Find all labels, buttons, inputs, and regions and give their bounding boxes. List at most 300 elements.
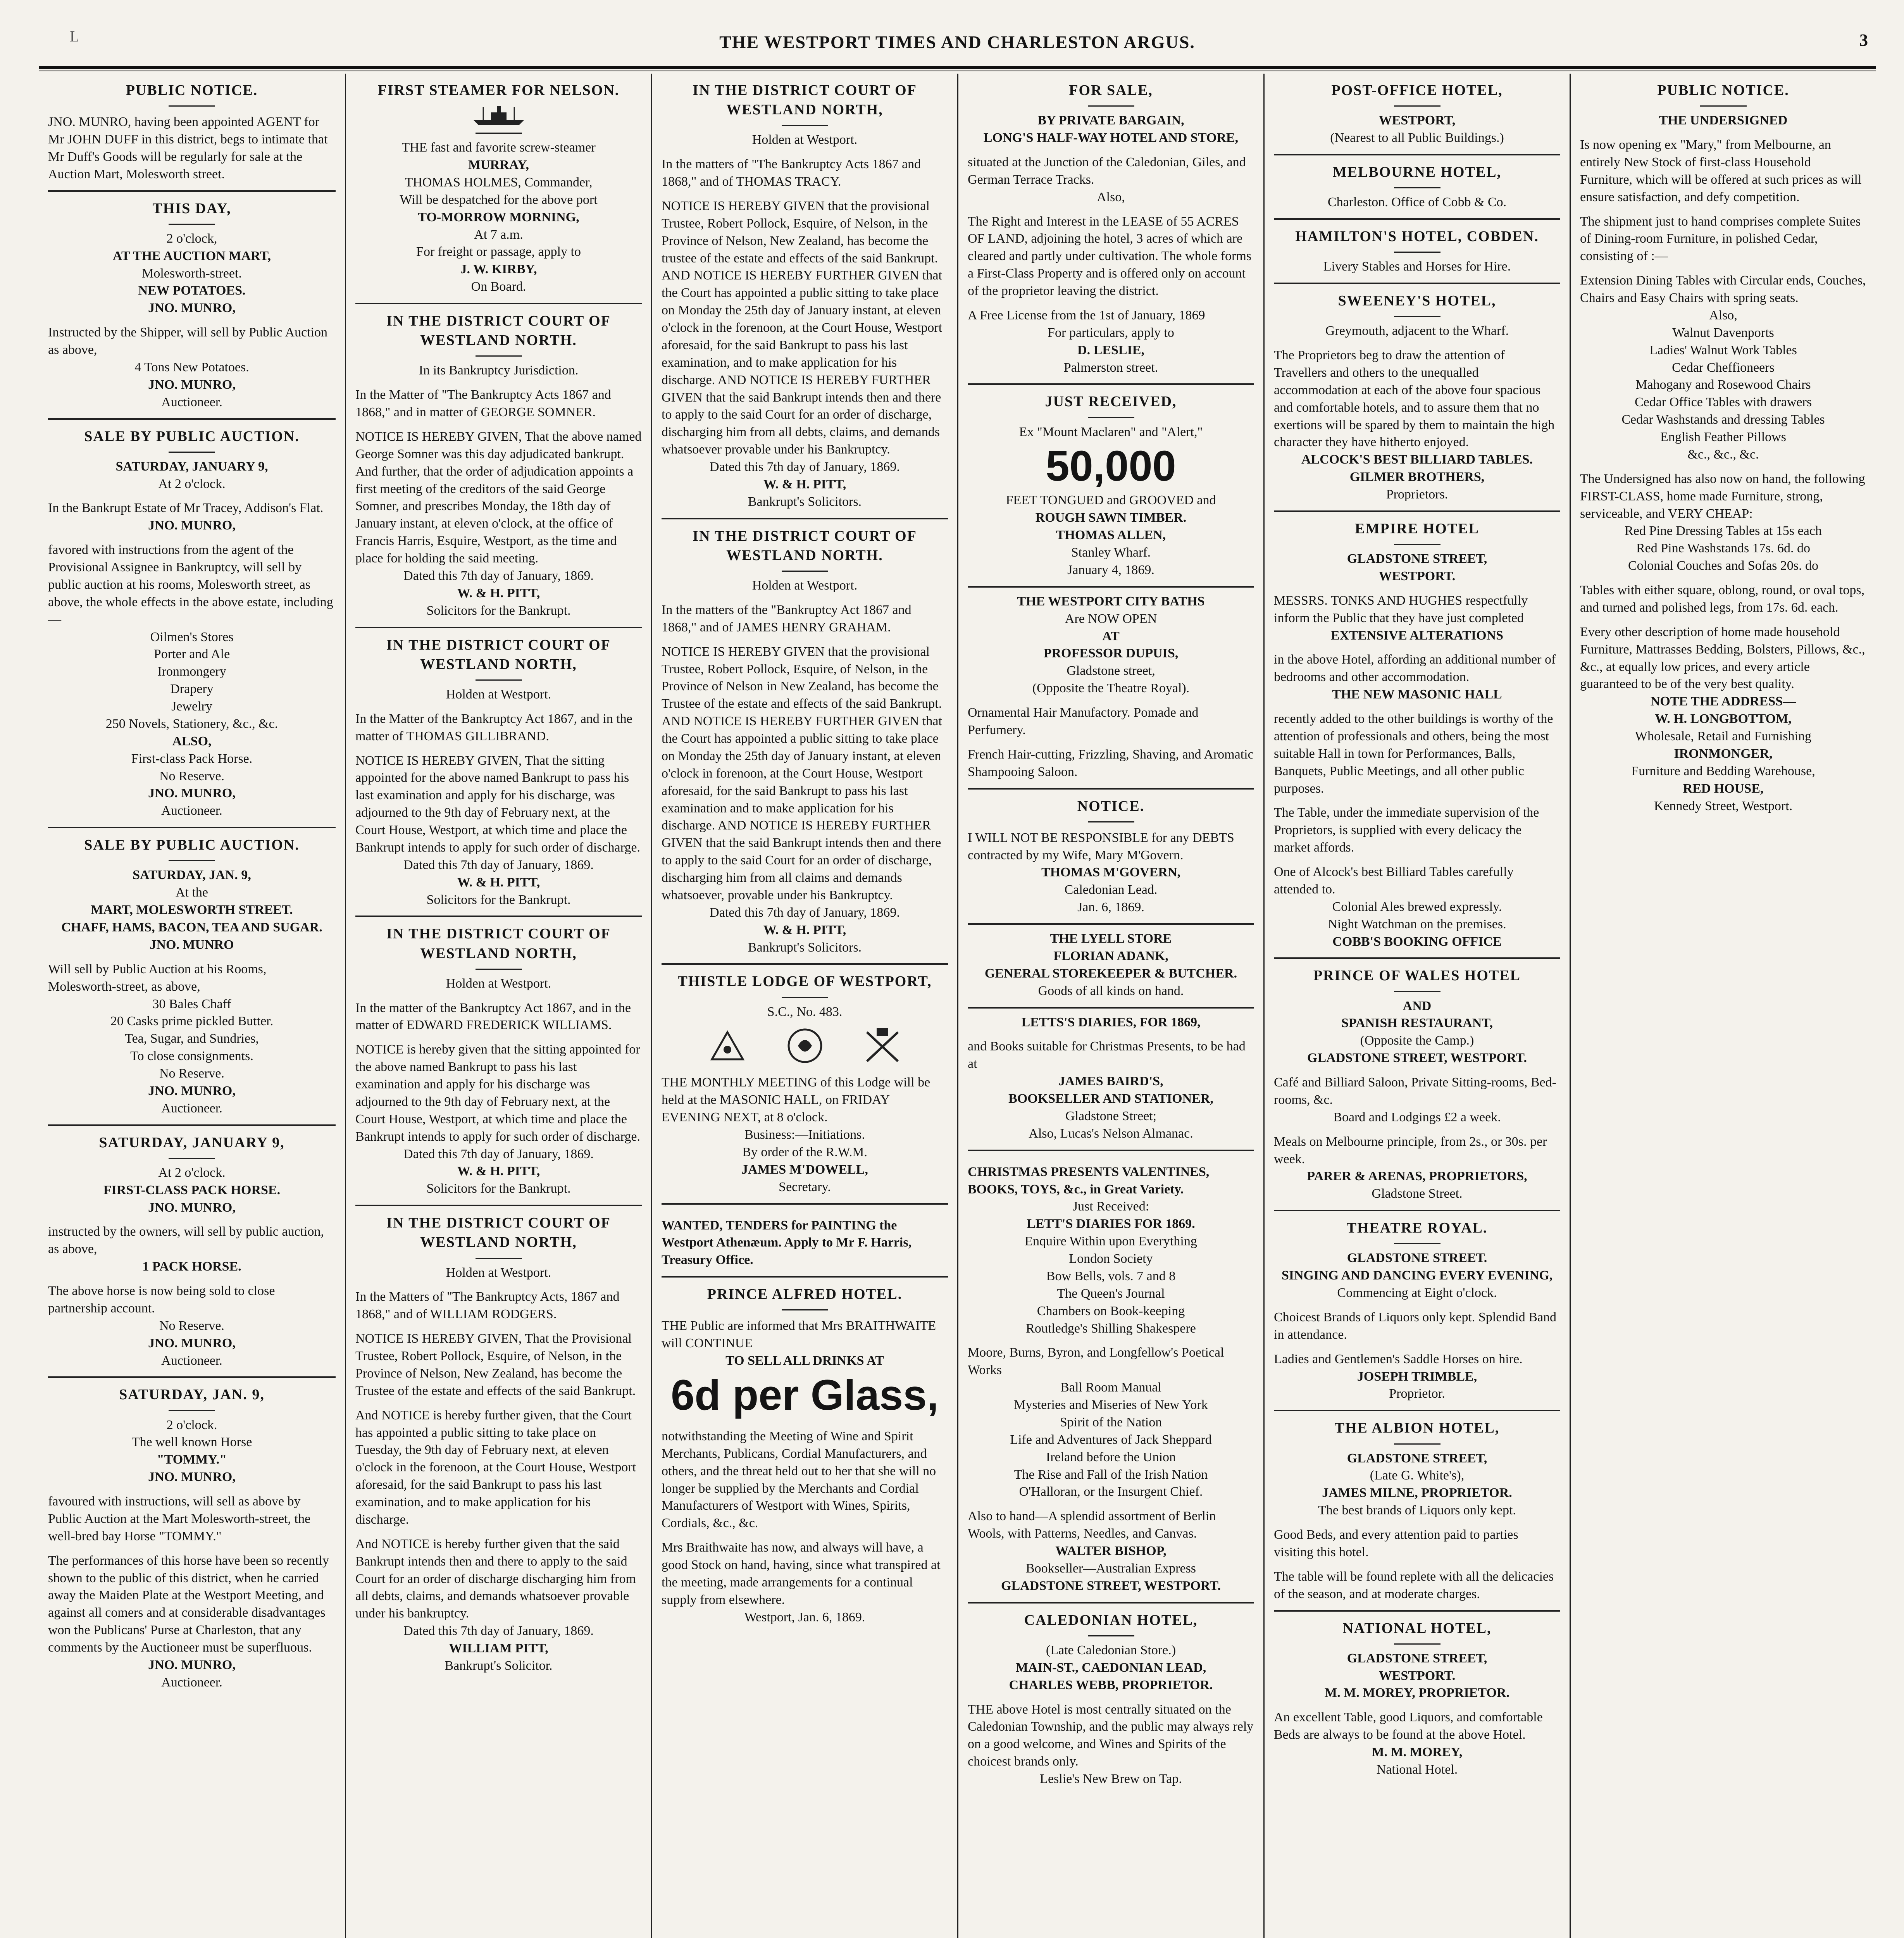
advertisement-line: Goods of all kinds on hand. — [1038, 983, 1184, 998]
advertisement-line: 2 o'clock, — [166, 231, 217, 246]
advertisement-line: At 7 a.m. — [474, 227, 523, 242]
advertisement-line: 30 Bales Chaff — [152, 997, 231, 1011]
advertisement — [355, 304, 642, 628]
advertisement-line: (Late G. White's), — [1370, 1468, 1465, 1483]
advertisement-line: IRONMONGER, — [1674, 746, 1773, 761]
advertisement-line: Mrs Braithwaite has now, and always will have, a good Stock on hand, having, since what transpired at the meeting, made arrangements for a continual supply from elsewhere. — [662, 1540, 941, 1607]
advertisement-line: MAIN-ST., CAEDONIAN LEAD, — [1015, 1660, 1206, 1675]
advertisement-line: French Hair-cutting, Frizzling, Shaving, and Aromatic Shampooing Saloon. — [968, 747, 1254, 779]
advertisement-line: Cedar Office Tables with drawers — [1634, 395, 1812, 410]
advertisement-line: 50,000 — [1046, 442, 1176, 490]
advertisement-line: In the Matters of "The Bankruptcy Acts, 1867 and 1868," and of WILLIAM RODGERS. — [355, 1290, 620, 1322]
advertisement-heading: IN THE DISTRICT COURT OF WESTLAND NORTH. — [693, 528, 917, 564]
advertisement-line: ALSO, — [172, 734, 212, 748]
advertisement-line: For particulars, apply to — [1048, 325, 1174, 340]
advertisement-line: THOMAS ALLEN, — [1056, 528, 1166, 543]
advertisement-line: J. W. KIRBY, — [460, 262, 537, 277]
advertisement-line: JAMES M'DOWELL, — [741, 1162, 868, 1177]
advertisement-line: FLORIAN ADANK, — [1053, 948, 1168, 963]
advertisement-line: TO-MORROW MORNING, — [418, 210, 579, 224]
advertisement-line: Proprietor. — [1389, 1386, 1445, 1401]
advertisement-line: WESTPORT. — [1378, 1668, 1456, 1683]
advertisement — [48, 192, 336, 420]
advertisement-line: Drapery — [170, 682, 214, 697]
heading-rule — [169, 860, 215, 861]
heading-rule — [1394, 187, 1440, 188]
advertisement-heading: IN THE DISTRICT COURT OF WESTLAND NORTH, — [386, 1215, 611, 1251]
advertisement-line: NEW POTATOES. — [138, 283, 246, 298]
advertisement-line: W. & H. PITT, — [763, 477, 846, 491]
advertisement-line: In the Bankrupt Estate of Mr Tracey, Addison's Flat. — [48, 501, 324, 516]
heading-rule — [1088, 821, 1134, 822]
advertisement-line: recently added to the other buildings is worthy of the attention of professionals and others, being the most suitable Hall in town for Performances, Balls, Banquets, Public Meetings, and all other public purposes. — [1274, 712, 1553, 796]
advertisement-line: Tables with either square, oblong, round, or oval tops, and turned and polished legs, from 17s. 6d. each. — [1580, 583, 1865, 615]
advertisement-line: Oilmen's Stores — [150, 629, 234, 644]
advertisement-line: S.C., No. 483. — [767, 1004, 843, 1019]
advertisement — [1274, 1612, 1560, 1786]
advertisement-line: W. & H. PITT, — [457, 875, 540, 890]
advertisement — [968, 790, 1254, 925]
advertisement-line: JAMES MILNE, PROPRIETOR. — [1322, 1486, 1512, 1500]
advertisement-line: Ex "Mount Maclaren" and "Alert," — [1019, 424, 1203, 439]
advertisement-heading: IN THE DISTRICT COURT OF WESTLAND NORTH, — [386, 636, 611, 672]
advertisement-line: Westport, Jan. 6, 1869. — [744, 1610, 865, 1624]
advertisement-line: By order of the R.W.M. — [742, 1145, 867, 1159]
advertisement-line: Walnut Davenports — [1672, 325, 1774, 340]
advertisement-line: NOTICE IS HEREBY GIVEN, That the above named George Somner was this day adjudicated bankrupt. And further, that the order of adjudication appoints a first meeting of the creditors of the said George Somner, and prescribes Monday, the 18th day of January instant, at eleven o'clock, at the office of Francis Harris, Esquire, Westport, as the time and place for holding the said meeting. — [355, 429, 642, 566]
heading-rule — [1394, 316, 1440, 317]
advertisement-line: Tea, Sugar, and Sundries, — [125, 1031, 259, 1046]
advertisement-heading: IN THE DISTRICT COURT OF WESTLAND NORTH, — [386, 926, 611, 962]
advertisement-line: No Reserve. — [159, 1066, 225, 1081]
advertisement-line: Furniture and Bedding Warehouse, — [1631, 764, 1815, 778]
advertisement-line: No Reserve. — [159, 1318, 225, 1333]
advertisement-line: W. H. LONGBOTTOM, — [1655, 712, 1792, 726]
advertisement — [355, 74, 642, 304]
advertisement-line: W. & H. PITT, — [457, 586, 540, 600]
advertisement-line: In the matters of the "Bankruptcy Act 1867 and 1868," and of JAMES HENRY GRAHAM. — [662, 602, 912, 635]
advertisement-line: situated at the Junction of the Caledonian, Giles, and German Terrace Tracks. — [968, 155, 1246, 187]
heading-rule — [169, 105, 215, 107]
advertisement-line: Dated this 7th day of January, 1869. — [403, 568, 594, 583]
advertisement-line: M. M. MOREY, PROPRIETOR. — [1325, 1686, 1509, 1700]
advertisement — [48, 74, 336, 192]
heading-rule — [169, 224, 215, 225]
advertisement-line: National Hotel. — [1376, 1762, 1458, 1777]
advertisement-line: Charleston. Office of Cobb & Co. — [1327, 195, 1507, 210]
advertisement-line: Will be despatched for the above port — [400, 192, 598, 207]
advertisement-columns — [39, 74, 1876, 1938]
advertisement-heading: HAMILTON'S HOTEL, COBDEN. — [1295, 228, 1539, 245]
advertisement-line: Mahogany and Rosewood Chairs — [1635, 378, 1811, 392]
advertisement-line: THOMAS M'GOVERN, — [1041, 865, 1180, 880]
advertisement-line: The Undersigned has also now on hand, the following FIRST-CLASS, home made Furniture, strong, serviceable, and VERY CHEAP: — [1580, 471, 1865, 521]
advertisement-line: JNO. MUNRO, — [148, 786, 236, 801]
advertisement-line: I WILL NOT BE RESPONSIBLE for any DEBTS contracted by my Wife, Mary M'Govern. — [968, 830, 1234, 862]
advertisement — [355, 1206, 642, 1682]
heading-rule — [782, 1309, 828, 1310]
advertisement-line: JNO. MUNRO — [150, 937, 234, 952]
advertisement-line: WANTED, TENDERS for PAINTING the Westport Athenæum. Apply to Mr F. Harris, Treasury Office. — [662, 1218, 912, 1267]
advertisement-heading: CALEDONIAN HOTEL, — [1024, 1612, 1198, 1628]
advertisement-line: WALTER BISHOP, — [1055, 1544, 1167, 1559]
advertisement-heading: IN THE DISTRICT COURT OF WESTLAND NORTH, — [693, 82, 917, 118]
advertisement-line: LETTS'S DIARIES, FOR 1869, — [1021, 1015, 1201, 1029]
advertisement-line: SATURDAY, JAN. 9, — [133, 868, 251, 883]
advertisement-line: JNO. MUNRO, — [148, 518, 236, 533]
advertisement-line: Leslie's New Brew on Tap. — [1040, 1772, 1182, 1786]
advertisement-line: BOOKSELLER AND STATIONER, — [1008, 1091, 1213, 1106]
advertisement-line: Also, — [1097, 190, 1125, 204]
advertisement-line: 1 PACK HORSE. — [142, 1259, 241, 1274]
advertisement-line: GLADSTONE STREET, — [1347, 552, 1487, 566]
advertisement-line: Kennedy Street, Westport. — [1654, 798, 1793, 813]
heading-rule — [1394, 991, 1440, 992]
advertisement-line: No Reserve. — [159, 769, 225, 783]
advertisement-line: in the above Hotel, affording an additional number of bedrooms and other accommodation. — [1274, 652, 1556, 685]
advertisement — [1274, 155, 1560, 220]
advertisement-line: JAMES BAIRD'S, — [1058, 1074, 1163, 1089]
advertisement-line: Holden at Westport. — [446, 1265, 551, 1280]
advertisement-line: Dated this 7th day of January, 1869. — [710, 905, 900, 920]
advertisement-heading: THEATRE ROYAL. — [1346, 1220, 1488, 1236]
advertisement-line: At 2 o'clock. — [158, 1165, 226, 1180]
advertisement-line: GLADSTONE STREET. — [1347, 1251, 1487, 1266]
advertisement-line: The well known Horse — [131, 1435, 252, 1450]
advertisement-line: A Free License from the 1st of January, 1869 — [968, 308, 1205, 322]
advertisement — [662, 74, 948, 519]
advertisement-line: THE LYELL STORE — [1050, 931, 1172, 946]
advertisement-line: Auctioneer. — [161, 395, 222, 409]
advertisement — [1274, 74, 1560, 155]
heading-rule — [1088, 105, 1134, 107]
masonic-emblem-icon — [696, 1024, 913, 1067]
advertisement-line: The best brands of Liquors only kept. — [1318, 1503, 1516, 1518]
advertisement-line: (Late Caledonian Store.) — [1046, 1643, 1176, 1657]
advertisement-line: AND — [1403, 998, 1432, 1013]
advertisement-line: Caledonian Lead. — [1064, 883, 1158, 897]
advertisement-line: SINGING AND DANCING EVERY EVENING, — [1281, 1268, 1553, 1283]
advertisement-line: THE above Hotel is most centrally situated on the Caledonian Township, and the public may always rely on a good welcome, and Wines and Spirits of the choicest brands only. — [968, 1702, 1254, 1769]
advertisement-line: Holden at Westport. — [752, 578, 858, 593]
heading-rule — [1394, 1243, 1440, 1244]
masthead-rule — [39, 66, 1876, 71]
masthead — [39, 27, 1876, 58]
advertisement-line: English Feather Pillows — [1660, 430, 1786, 445]
advertisement-line: Auctioneer. — [161, 1353, 222, 1368]
advertisement-line: Dated this 7th day of January, 1869. — [403, 1147, 594, 1161]
advertisement-line: (Nearest to all Public Buildings.) — [1330, 131, 1504, 145]
advertisement-line: The Rise and Fall of the Irish Nation — [1014, 1467, 1208, 1482]
advertisement-heading: PRINCE OF WALES HOTEL — [1313, 967, 1521, 984]
advertisement-line: Holden at Westport. — [752, 133, 858, 147]
advertisement-line: "TOMMY." — [157, 1452, 227, 1467]
advertisement-line: Also to hand—A splendid assortment of Berlin Wools, with Patterns, Needles, and Canvas. — [968, 1509, 1216, 1541]
advertisement-heading: FIRST STEAMER FOR NELSON. — [377, 82, 620, 98]
advertisement-line: In the matters of "The Bankruptcy Acts 1867 and 1868," and of THOMAS TRACY. — [662, 157, 921, 189]
column-2 — [345, 74, 651, 1938]
advertisement-line: 2 o'clock. — [166, 1417, 217, 1432]
advertisement-line: Enquire Within upon Everything — [1025, 1234, 1197, 1249]
advertisement-line: Cedar Washstands and dressing Tables — [1621, 412, 1825, 427]
advertisement-line: Proprietors. — [1386, 487, 1448, 502]
advertisement-heading: PUBLIC NOTICE. — [126, 82, 258, 98]
advertisement-line: Stanley Wharf. — [1071, 545, 1151, 560]
advertisement-heading: JUST RECEIVED, — [1045, 393, 1177, 410]
advertisement-line: January 4, 1869. — [1067, 562, 1154, 577]
column-3 — [651, 74, 957, 1938]
heading-rule — [169, 1410, 215, 1411]
advertisement-line: Are NOW OPEN — [1065, 611, 1157, 626]
advertisement-line: Ironmongery — [157, 664, 226, 679]
advertisement-line: Bankrupt's Solicitor. — [445, 1658, 553, 1673]
advertisement-heading: IN THE DISTRICT COURT OF WESTLAND NORTH. — [386, 313, 611, 349]
advertisement-line: At the — [175, 885, 208, 900]
advertisement-line: 4 Tons New Potatoes. — [134, 360, 249, 374]
advertisement — [662, 965, 948, 1204]
advertisement-line: Business:—Initiations. — [744, 1128, 865, 1142]
heading-rule — [782, 997, 828, 998]
advertisement-line: O'Halloran, or the Insurgent Chief. — [1019, 1485, 1203, 1499]
page-mark: L — [70, 28, 79, 45]
advertisement-line: In the Matter of the Bankruptcy Act 1867, and in the matter of THOMAS GILLIBRAND. — [355, 711, 632, 743]
advertisement-line: Dated this 7th day of January, 1869. — [403, 1624, 594, 1638]
advertisement-line: London Society — [1069, 1252, 1153, 1266]
advertisement-line: ROUGH SAWN TIMBER. — [1035, 510, 1187, 525]
advertisement-line: THE NEW MASONIC HALL — [1332, 687, 1502, 702]
advertisement-line: AT — [1102, 629, 1120, 643]
advertisement-line: GLADSTONE STREET, WESTPORT. — [1307, 1051, 1527, 1066]
heading-rule — [1394, 1443, 1440, 1445]
heading-rule — [476, 1258, 522, 1259]
advertisement-line: LONG'S HALF-WAY HOTEL AND STORE, — [983, 131, 1239, 145]
advertisement-heading: SWEENEY'S HOTEL, — [1338, 292, 1496, 309]
advertisement-heading: SALE BY PUBLIC AUCTION. — [84, 837, 300, 853]
advertisement-line: favored with instructions from the agent of the Provisional Assignee in Bankruptcy, will sell by public auction at his rooms, Molesworth street, as above, the whole effects in the above estate, including— — [48, 543, 333, 627]
advertisement-line: The Table, under the immediate supervision of the Proprietors, is supplied with every delicacy the market affords. — [1274, 805, 1539, 855]
advertisement — [48, 1126, 336, 1378]
advertisement-line: Porter and Ale — [153, 647, 230, 662]
advertisement-line: Molesworth-street. — [142, 266, 242, 281]
advertisement — [968, 1009, 1254, 1151]
advertisement-line: CHAFF, HAMS, BACON, TEA AND SUGAR. — [61, 920, 322, 935]
advertisement-line: and Books suitable for Christmas Presents, to be had at — [968, 1039, 1246, 1071]
advertisement-line: THE Public are informed that Mrs BRAITHWAITE will CONTINUE — [662, 1319, 936, 1351]
page-number: 3 — [1859, 31, 1868, 50]
advertisement-line: In the Matter of "The Bankruptcy Acts 1867 and 1868," and in matter of GEORGE SOMNER. — [355, 388, 611, 420]
advertisement-line: One of Alcock's best Billiard Tables carefully attended to. — [1274, 865, 1514, 897]
advertisement-line: THOMAS HOLMES, Commander, — [405, 175, 593, 190]
advertisement-line: JNO. MUNRO, — [148, 1470, 236, 1485]
advertisement-line: Ladies and Gentlemen's Saddle Horses on hire. — [1274, 1352, 1523, 1366]
advertisement-line: Dated this 7th day of January, 1869. — [710, 460, 900, 474]
advertisement-line: Livery Stables and Horses for Hire. — [1323, 259, 1511, 274]
advertisement-line: FEET TONGUED and GROOVED and — [1006, 493, 1216, 508]
advertisement-line: PARER & ARENAS, PROPRIETORS, — [1307, 1169, 1527, 1184]
advertisement-line: Red Pine Washstands 17s. 6d. do — [1636, 541, 1811, 556]
advertisement-line: Bankrupt's Solicitors. — [748, 940, 862, 955]
advertisement — [48, 420, 336, 829]
advertisement-line: COBB'S BOOKING OFFICE — [1332, 934, 1502, 949]
advertisement-line: PROFESSOR DUPUIS, — [1043, 646, 1179, 661]
advertisement-line: Secretary. — [779, 1179, 831, 1194]
advertisement-line: At 2 o'clock. — [158, 476, 226, 491]
advertisement-line: notwithstanding the Meeting of Wine and Spirit Merchants, Publicans, Cordial Manufacturers, and others, and the threat held out to her that she will no longer be supplied by the Merchants and Cordial Manufacturers of Westport with Wines, Spirits, Cordials, &c., &c. — [662, 1429, 936, 1531]
advertisement-line: MESSRS. TONKS AND HUGHES respectfully inform the Public that they have just completed — [1274, 593, 1528, 625]
advertisement-line: LETT'S DIARIES FOR 1869. — [1027, 1217, 1195, 1231]
advertisement-line: W. & H. PITT, — [763, 922, 846, 937]
heading-rule — [1088, 1635, 1134, 1636]
heading-rule — [1700, 105, 1747, 107]
heading-rule — [476, 355, 522, 357]
advertisement-line: Colonial Couches and Sofas 20s. do — [1628, 559, 1819, 573]
advertisement-line: Dated this 7th day of January, 1869. — [403, 857, 594, 872]
advertisement-line: NOTICE IS HEREBY GIVEN, That the Provisional Trustee, Robert Pollock, Esquire, of Nelson, in the Province of Nelson, New Zealand, has become the Trustee of the estate and effects of the said Bankrupt. — [355, 1331, 636, 1398]
advertisement-line: Ladies' Walnut Work Tables — [1649, 343, 1797, 357]
advertisement-heading: NATIONAL HOTEL, — [1342, 1620, 1492, 1636]
advertisement-line: Solicitors for the Bankrupt. — [426, 1181, 571, 1196]
advertisement-line: JNO. MUNRO, — [148, 301, 236, 316]
heading-rule — [1394, 105, 1440, 107]
advertisement-line: Bankrupt's Solicitors. — [748, 494, 862, 509]
advertisement-line: Mysteries and Miseries of New York — [1014, 1398, 1208, 1412]
advertisement-line: Cedar Cheffioneers — [1672, 360, 1775, 375]
advertisement-line: JNO. MUNRO, — [148, 377, 236, 392]
advertisement-line: The Queen's Journal — [1057, 1286, 1165, 1301]
advertisement-line: JOSEPH TRIMBLE, — [1357, 1369, 1477, 1384]
advertisement-line: Greymouth, adjacent to the Wharf. — [1325, 324, 1509, 338]
advertisement-line: TO SELL ALL DRINKS AT — [725, 1353, 884, 1368]
heading-rule — [1394, 1643, 1440, 1645]
advertisement-line: Good Beds, and every attention paid to parties visiting this hotel. — [1274, 1528, 1518, 1559]
advertisement-line: THE UNDERSIGNED — [1659, 113, 1788, 128]
advertisement — [1274, 1211, 1560, 1411]
advertisement — [355, 628, 642, 917]
advertisement-line: To close consignments. — [130, 1049, 253, 1064]
advertisement-line: (Opposite the Theatre Royal). — [1032, 681, 1190, 696]
heading-rule — [169, 452, 215, 453]
advertisement-line: Meals on Melbourne principle, from 2s., or 30s. per week. — [1274, 1134, 1547, 1166]
advertisement-line: THE fast and favorite screw-steamer — [401, 140, 596, 155]
advertisement-line: 20 Casks prime pickled Butter. — [110, 1014, 274, 1029]
advertisement-line: Gladstone Street; — [1065, 1109, 1157, 1123]
advertisement-line: 250 Novels, Stationery, &c., &c. — [105, 716, 278, 731]
advertisement-line: Auctioneer. — [161, 1675, 222, 1690]
advertisement-line: &c., &c., &c. — [1687, 447, 1759, 462]
heading-rule — [1394, 544, 1440, 545]
advertisement — [662, 519, 948, 965]
advertisement-line: An excellent Table, good Liquors, and comfortable Beds are always to be found at the above Hotel. — [1274, 1710, 1543, 1742]
advertisement-heading: EMPIRE HOTEL — [1355, 520, 1479, 537]
advertisement-line: FIRST-CLASS PACK HORSE. — [103, 1183, 281, 1197]
advertisement-line: Red Pine Dressing Tables at 15s each — [1625, 524, 1822, 538]
advertisement-line: WESTPORT, — [1378, 113, 1456, 128]
advertisement-line: SPANISH RESTAURANT, — [1341, 1016, 1493, 1031]
advertisement — [1274, 959, 1560, 1211]
advertisement-line: Board and Lodgings £2 a week. — [1333, 1110, 1501, 1124]
advertisement-line: Instructed by the Shipper, will sell by Public Auction as above, — [48, 325, 328, 357]
advertisement-line: And NOTICE is hereby further given that the said Bankrupt intends then and there to apply to the said Court for an order of discharge discharging him from all debts, claims, and demands whatsoever provable under his bankruptcy. — [355, 1536, 636, 1621]
advertisement-heading: SALE BY PUBLIC AUCTION. — [84, 428, 300, 445]
heading-rule — [1088, 417, 1134, 418]
heading-rule — [782, 571, 828, 572]
advertisement-line: Life and Adventures of Jack Sheppard — [1010, 1432, 1212, 1447]
advertisement-line: The performances of this horse have been so recently shown to the public of this district, when he carried away the Maiden Plate at the Westport Meeting, and against all comers and at considerable disadvantages won the Publicans' Purse at Charleston, that any comments by the Auctioneer must be superfluous. — [48, 1553, 329, 1655]
advertisement-heading: THISTLE LODGE OF WESTPORT, — [677, 973, 932, 990]
advertisement-line: And NOTICE is hereby further given, that the Court has appointed a public sitting to take place on Tuesday, the 9th day of February next, at eleven o'clock in the forenoon, at the Court House, Westport aforesaid, for the said Bankrupt to pass his last examination, and to make application for his discharge. — [355, 1408, 636, 1527]
advertisement-line: For freight or passage, apply to — [416, 245, 581, 259]
advertisement-line: GENERAL STOREKEEPER & BUTCHER. — [984, 966, 1237, 981]
advertisement-line: instructed by the owners, will sell by public auction, as above, — [48, 1224, 324, 1257]
advertisement-line: Bow Bells, vols. 7 and 8 — [1046, 1269, 1176, 1283]
advertisement — [662, 1278, 948, 1633]
advertisement-line: Commencing at Eight o'clock. — [1337, 1286, 1497, 1300]
advertisement-line: Jewelry — [171, 699, 212, 714]
advertisement-line: GILMER BROTHERS, — [1349, 470, 1485, 484]
advertisement-line: RED HOUSE, — [1683, 781, 1764, 796]
steamer-icon — [470, 104, 528, 127]
advertisement-line: BY PRIVATE BARGAIN, — [1037, 113, 1184, 128]
advertisement-line: Solicitors for the Bankrupt. — [426, 892, 571, 907]
advertisement-line: GLADSTONE STREET, WESTPORT. — [1001, 1578, 1221, 1593]
advertisement-line: The table will be found replete with all the delicacies of the season, and at moderate charges. — [1274, 1569, 1554, 1601]
advertisement-line: In the matter of the Bankruptcy Act 1867, and in the matter of EDWARD FREDERICK WILLIAMS. — [355, 1000, 631, 1033]
advertisement-line: SATURDAY, JANUARY 9, — [115, 459, 268, 474]
advertisement-line: Extension Dining Tables with Circular ends, Couches, Chairs and Easy Chairs with spring seats. — [1580, 273, 1866, 305]
advertisement-line: Spirit of the Nation — [1060, 1415, 1162, 1429]
advertisement-line: WILLIAM PITT, — [449, 1641, 548, 1656]
advertisement-line: Routledge's Shilling Shakespere — [1026, 1321, 1196, 1336]
advertisement-line: JNO. MUNRO, — [148, 1657, 236, 1672]
advertisement-heading: SATURDAY, JAN. 9, — [119, 1386, 265, 1403]
advertisement-line: JNO. MUNRO, — [148, 1083, 236, 1098]
advertisement-line: Gladstone Street. — [1372, 1186, 1463, 1201]
advertisement-line: W. & H. PITT, — [457, 1164, 540, 1179]
advertisement — [1274, 220, 1560, 284]
column-4 — [957, 74, 1263, 1938]
heading-rule — [476, 969, 522, 970]
advertisement-line: CHRISTMAS PRESENTS VALENTINES, BOOKS, TOYS, &c., in Great Variety. — [968, 1164, 1210, 1197]
advertisement — [968, 74, 1254, 385]
advertisement-heading: THIS DAY, — [152, 200, 231, 217]
advertisement-line: NOTICE IS HEREBY GIVEN that the provisional Trustee, Robert Pollock, Esquire, of Nelson, in the Province of Nelson in New Zealand, has become the Trustee of the estate and effects of the said Bankrupt. AND NOTICE IS HEREBY FURTHER GIVEN that the Court has appointed a public sitting to take place on Monday the 25th day of January instant, at eleven o'clock in forenoon, at the Court House, Westport aforesaid, for the said Bankrupt to pass his last examination and to make application for his discharge. AND NOTICE IS HEREBY FURTHER GIVEN that the said Bankrupt intends then and there to apply to the said Court for an order of discharge, discharging him from all claims and demands whatsoever, provable under his Bankruptcy. — [662, 644, 942, 902]
advertisement-line: JNO. MUNRO, — [148, 1336, 236, 1350]
advertisement-line: Ball Room Manual — [1060, 1380, 1161, 1395]
advertisement-line: MURRAY, — [468, 158, 529, 172]
advertisement — [968, 1604, 1254, 1795]
advertisement-line: Café and Billiard Saloon, Private Sitting-rooms, Bed-rooms, &c. — [1274, 1075, 1557, 1107]
advertisement-line: Choicest Brands of Liquors only kept. Splendid Band in attendance. — [1274, 1310, 1557, 1342]
advertisement-line: Holden at Westport. — [446, 687, 551, 702]
advertisement-line: Ireland before the Union — [1046, 1450, 1176, 1464]
advertisement-line: Moore, Burns, Byron, and Longfellow's Poetical Works — [968, 1345, 1224, 1378]
advertisement-line: Colonial Ales brewed expressly. — [1332, 899, 1502, 914]
advertisement-line: JNO. MUNRO, having been appointed AGENT for Mr JOHN DUFF in this district, begs to intimate that Mr Duff's Goods will be regularly for sale at the Auction Mart, Molesworth street. — [48, 115, 328, 181]
advertisement-line: The Proprietors beg to draw the attention of Travellers and others to the unequalled accommodation at each of the above four spacious and comfortable hotels, and to assure them that no exertions will be spared by them to maintain the high character they have hitherto enjoyed. — [1274, 348, 1555, 450]
advertisement-line: NOTE THE ADDRESS— — [1650, 694, 1796, 709]
advertisement-line: Just Received: — [1072, 1199, 1149, 1214]
advertisement — [968, 385, 1254, 587]
advertisement-line: In its Bankruptcy Jurisdiction. — [419, 363, 579, 378]
advertisement-line: EXTENSIVE ALTERATIONS — [1330, 628, 1503, 643]
advertisement-line: THE MONTHLY MEETING of this Lodge will be held at the MASONIC HALL, on FRIDAY EVENING NEXT, at 8 o'clock. — [662, 1075, 930, 1125]
advertisement-line: Night Watchman on the premises. — [1328, 917, 1506, 931]
advertisement-line: Chambers on Book-keeping — [1037, 1303, 1185, 1318]
advertisement-line: Bookseller—Australian Express — [1025, 1561, 1196, 1576]
column-6 — [1570, 74, 1876, 1938]
advertisement-line: 6d per Glass, — [671, 1371, 939, 1419]
advertisement-line: GLADSTONE STREET, — [1347, 1651, 1487, 1666]
